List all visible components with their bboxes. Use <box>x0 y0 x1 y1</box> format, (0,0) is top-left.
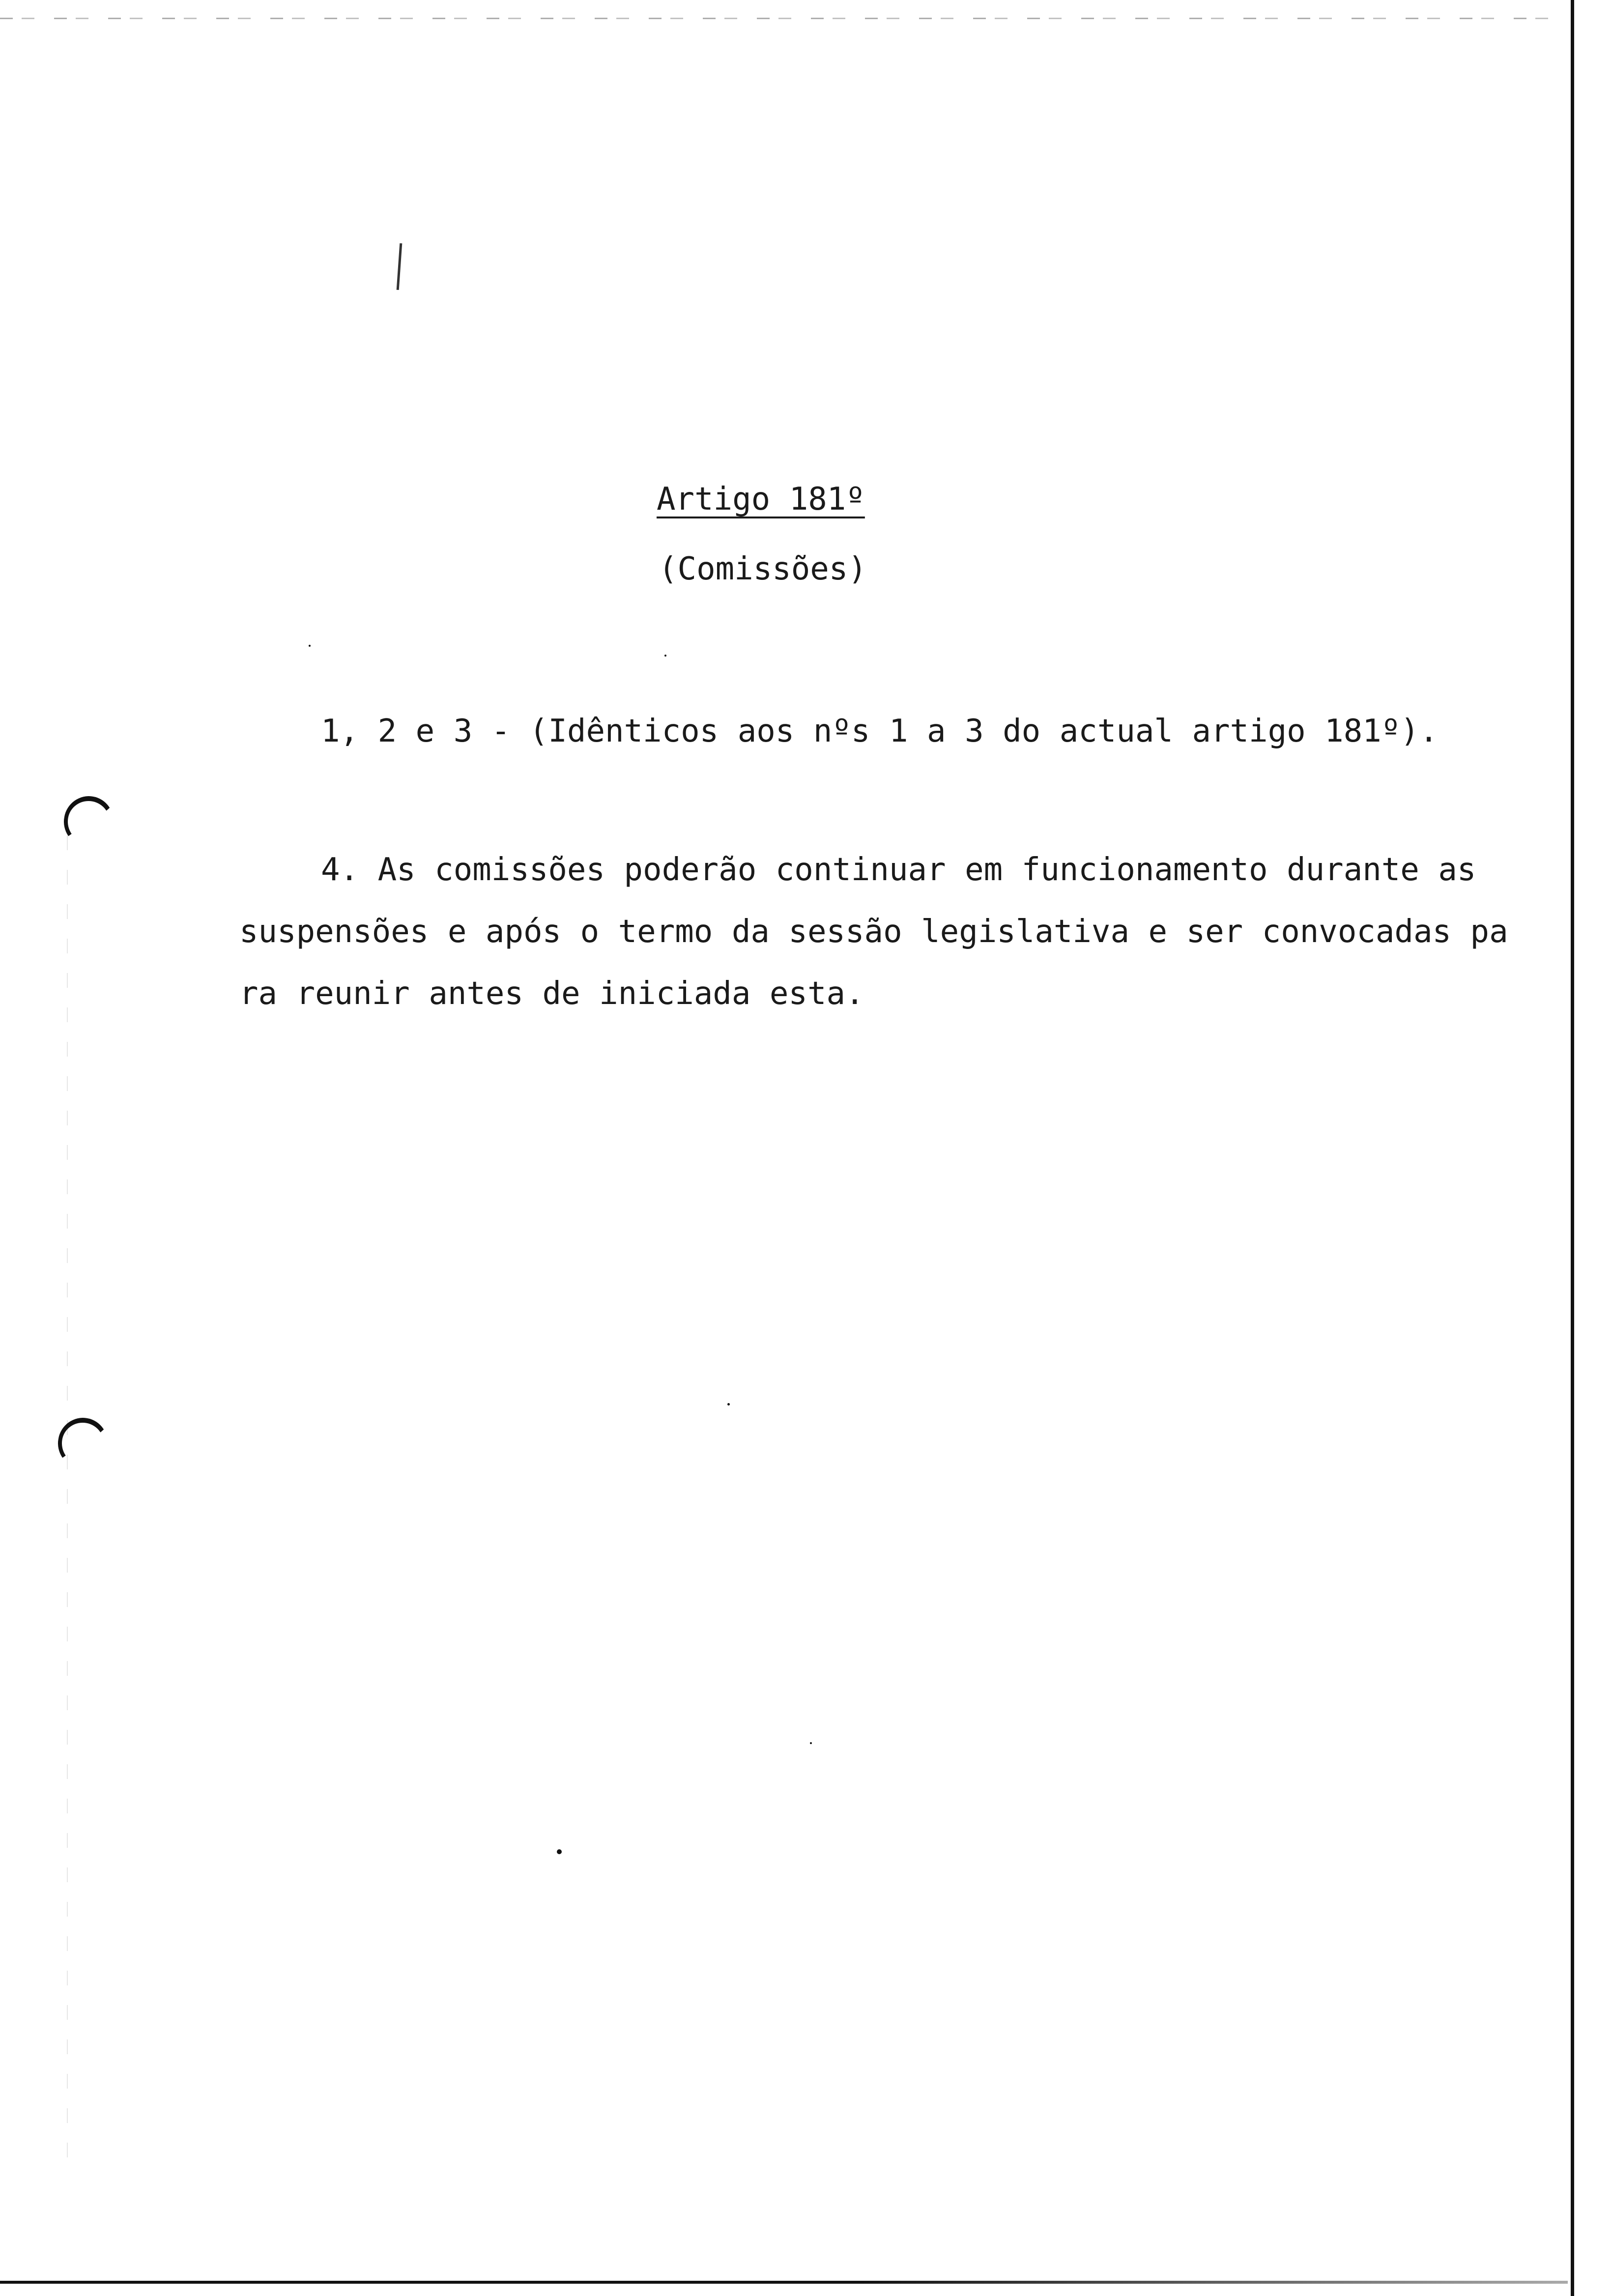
speck <box>557 1849 562 1854</box>
article-title: Artigo 181º <box>657 481 865 517</box>
speck <box>810 1742 812 1744</box>
paragraph-4-line-1: 4. As comissões poderão continuar em funcionamento durante as <box>321 852 1476 888</box>
speck <box>664 655 666 657</box>
article-subtitle: (Comissões) <box>659 551 867 587</box>
paragraph-4-line-3: ra reunir antes de iniciada esta. <box>239 976 864 1012</box>
punch-hole-mark-top <box>60 792 117 851</box>
scan-edge-bottom <box>0 2281 1568 2284</box>
scan-edge-top <box>0 18 1563 19</box>
paragraph-4-line-2: suspensões e após o termo da sessão legislativa e ser convocadas pa <box>239 914 1508 950</box>
punch-hole-mark-bottom <box>54 1414 112 1472</box>
scan-edge-right <box>1571 0 1574 2296</box>
paragraph-1-3: 1, 2 e 3 - (Idênticos aos nºs 1 a 3 do actual artigo 181º). <box>321 713 1439 749</box>
speck <box>727 1403 730 1406</box>
scan-faint-margin-line <box>67 835 68 2162</box>
pen-mark <box>397 243 403 290</box>
speck <box>309 645 311 647</box>
